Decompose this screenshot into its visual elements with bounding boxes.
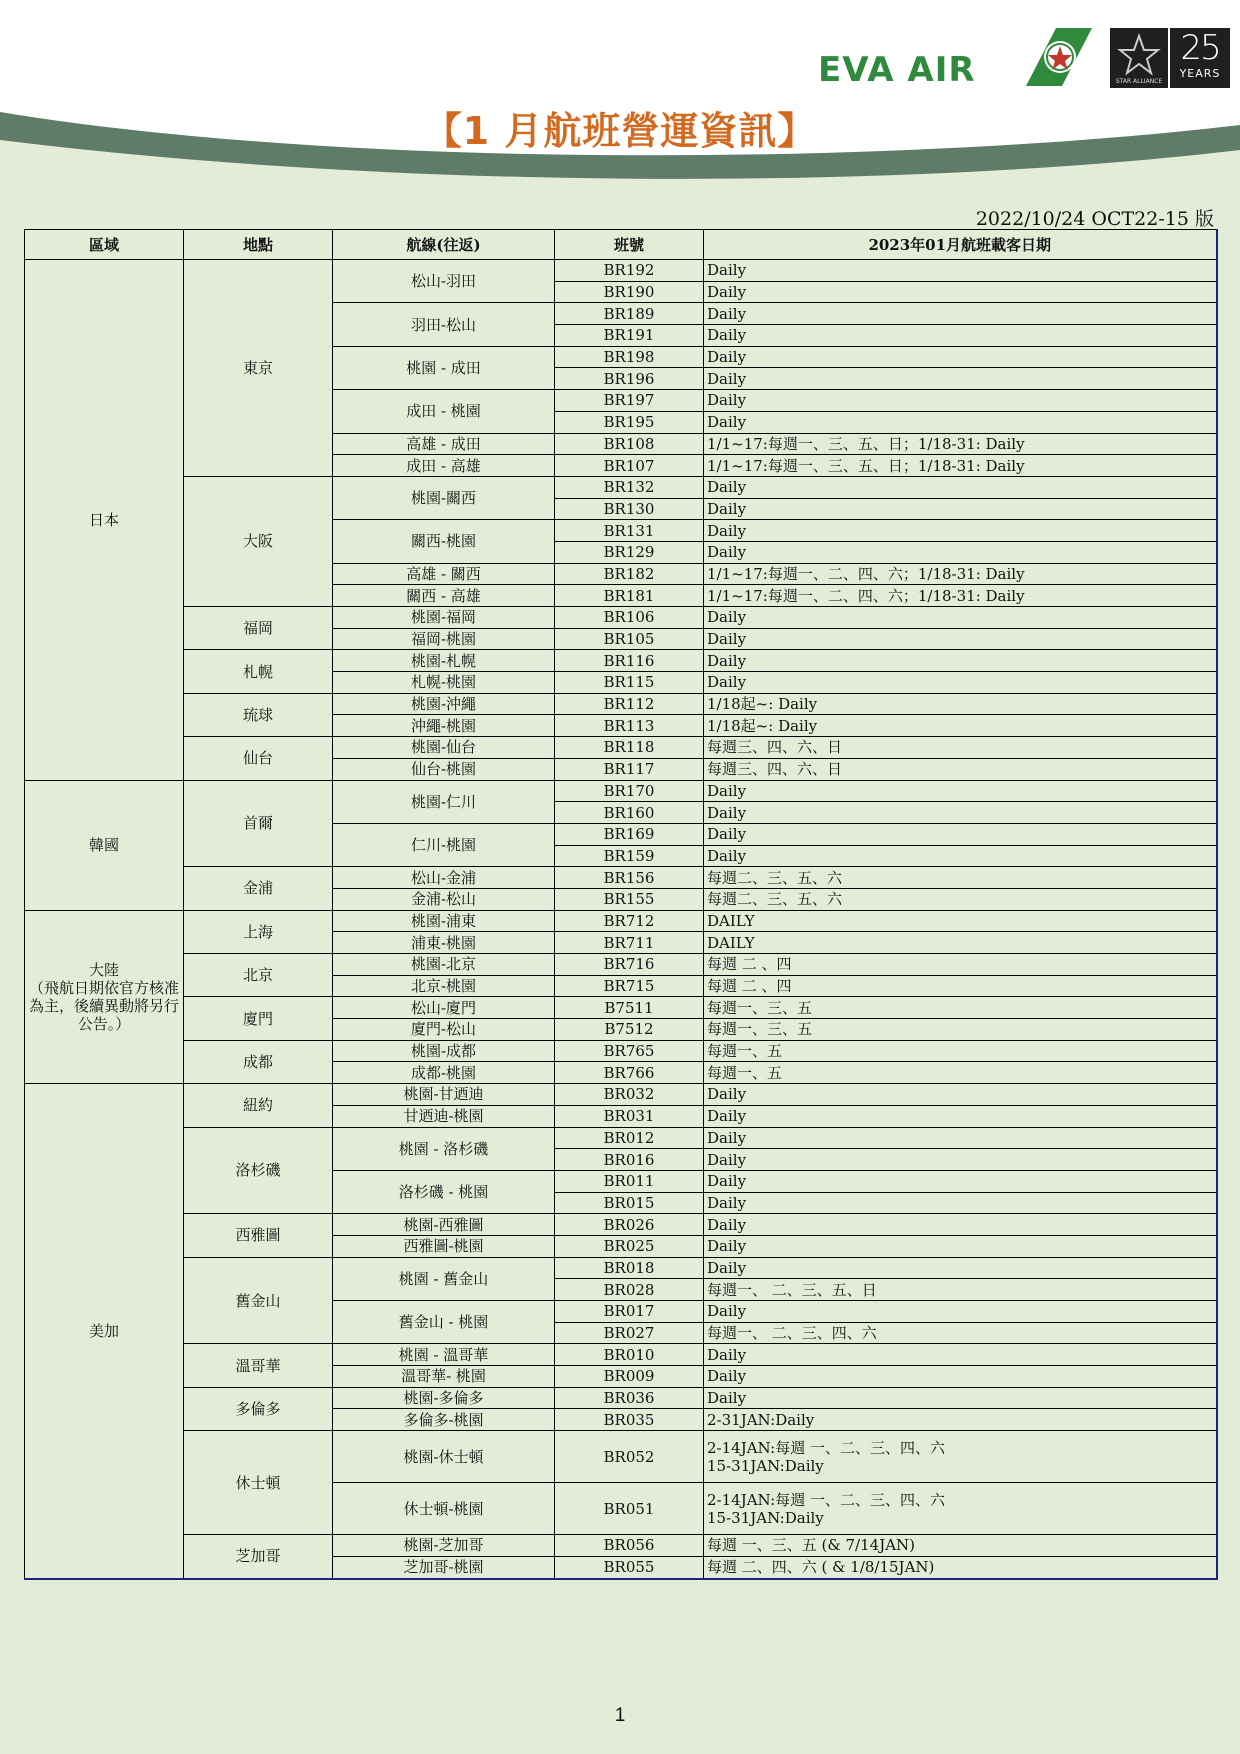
- flight-cell: B7512: [555, 1019, 704, 1041]
- flight-cell: BR170: [555, 780, 704, 802]
- dates-cell: 每週一、 二、三、五、日: [704, 1279, 1217, 1301]
- dates-cell: 每週二、三、五、六: [704, 867, 1217, 889]
- dates-cell: Daily: [704, 1192, 1217, 1214]
- dates-cell: 2-14JAN:每週 一、二、三、四、六 15-31JAN:Daily: [704, 1483, 1217, 1535]
- route-cell: 桃園-北京: [333, 954, 555, 976]
- flight-cell: BR132: [555, 476, 704, 498]
- table-row: [25, 260, 1217, 282]
- anniversary-label: YEARS: [1179, 67, 1221, 80]
- table-row: [25, 650, 1217, 672]
- dates-cell: Daily: [704, 281, 1217, 303]
- dates-cell: Daily: [704, 1149, 1217, 1171]
- route-cell: 羽田-松山: [333, 303, 555, 346]
- flight-cell: BR018: [555, 1257, 704, 1279]
- anniversary-number: 25: [1180, 28, 1220, 68]
- anniversary-badge: [1170, 28, 1230, 88]
- flight-cell: BR052: [555, 1431, 704, 1483]
- header-location: 地點: [184, 230, 333, 260]
- table-row: [25, 607, 1217, 629]
- flight-cell: BR716: [555, 954, 704, 976]
- flight-cell: BR197: [555, 390, 704, 412]
- route-cell: 成田 - 桃園: [333, 390, 555, 433]
- dates-cell: Daily: [704, 607, 1217, 629]
- route-cell: 桃園-浦東: [333, 910, 555, 932]
- dates-cell: Daily: [704, 520, 1217, 542]
- flight-cell: BR055: [555, 1556, 704, 1578]
- route-cell: 桃園 - 舊金山: [333, 1257, 555, 1300]
- table-row: [25, 1344, 1217, 1366]
- route-cell: 桃園-多倫多: [333, 1387, 555, 1409]
- location-cell: 金浦: [184, 867, 333, 910]
- table-row: [25, 954, 1217, 976]
- table-row: [25, 1387, 1217, 1409]
- location-cell: 首爾: [184, 780, 333, 867]
- page-title: 【1 月航班營運資訊】: [423, 109, 817, 153]
- dates-cell: Daily: [704, 802, 1217, 824]
- header-dates: 2023年01月航班載客日期: [704, 230, 1217, 260]
- flight-cell: BR766: [555, 1062, 704, 1084]
- flight-cell: BR191: [555, 325, 704, 347]
- dates-cell: 1/1~17:每週一、三、五、日；1/18-31: Daily: [704, 455, 1217, 477]
- location-cell: 北京: [184, 954, 333, 997]
- location-cell: 溫哥華: [184, 1344, 333, 1387]
- flight-cell: BR190: [555, 281, 704, 303]
- flight-cell: BR105: [555, 628, 704, 650]
- flight-cell: BR031: [555, 1105, 704, 1127]
- flight-cell: BR107: [555, 455, 704, 477]
- dates-cell: 1/1~17:每週一、二、四、六；1/18-31: Daily: [704, 563, 1217, 585]
- route-cell: 桃園 - 洛杉磯: [333, 1127, 555, 1170]
- flight-cell: BR015: [555, 1192, 704, 1214]
- dates-cell: Daily: [704, 1235, 1217, 1257]
- dates-cell: Daily: [704, 1105, 1217, 1127]
- table-row: [25, 997, 1217, 1019]
- location-cell: 大阪: [184, 476, 333, 606]
- route-cell: 浦東-桃園: [333, 932, 555, 954]
- route-cell: 舊金山 - 桃園: [333, 1301, 555, 1344]
- route-cell: 松山-廈門: [333, 997, 555, 1019]
- flight-cell: BR196: [555, 368, 704, 390]
- route-cell: 札幌-桃園: [333, 672, 555, 694]
- page-number: 1: [614, 1705, 626, 1726]
- dates-cell: Daily: [704, 390, 1217, 412]
- route-cell: 桃園-仁川: [333, 780, 555, 823]
- route-cell: 關西-桃園: [333, 520, 555, 563]
- flight-cell: BR130: [555, 498, 704, 520]
- flight-cell: BR116: [555, 650, 704, 672]
- route-cell: 高雄 - 關西: [333, 563, 555, 585]
- location-cell: 洛杉磯: [184, 1127, 333, 1214]
- route-cell: 桃園-西雅圖: [333, 1214, 555, 1236]
- flight-cell: BR189: [555, 303, 704, 325]
- flight-cell: BR712: [555, 910, 704, 932]
- route-cell: 桃園-芝加哥: [333, 1535, 555, 1557]
- flight-cell: BR108: [555, 433, 704, 455]
- route-cell: 甘迺迪-桃園: [333, 1105, 555, 1127]
- dates-cell: Daily: [704, 650, 1217, 672]
- flight-cell: BR032: [555, 1084, 704, 1106]
- dates-cell: Daily: [704, 1127, 1217, 1149]
- route-cell: 桃園-札幌: [333, 650, 555, 672]
- dates-cell: 2-31JAN:Daily: [704, 1409, 1217, 1431]
- location-cell: 廈門: [184, 997, 333, 1040]
- flight-cell: BR051: [555, 1483, 704, 1535]
- flight-cell: BR129: [555, 541, 704, 563]
- route-cell: 休士頓-桃園: [333, 1483, 555, 1535]
- location-cell: 札幌: [184, 650, 333, 693]
- route-cell: 桃園 - 成田: [333, 346, 555, 389]
- eva-logo-text: EVA AIR: [818, 50, 976, 90]
- flight-cell: BR112: [555, 693, 704, 715]
- dates-cell: Daily: [704, 325, 1217, 347]
- region-cell: 美加: [25, 1084, 184, 1579]
- flight-cell: BR182: [555, 563, 704, 585]
- dates-cell: 每週三、四、六、日: [704, 737, 1217, 759]
- route-cell: 成都-桃園: [333, 1062, 555, 1084]
- table-row: [25, 737, 1217, 759]
- dates-cell: Daily: [704, 1344, 1217, 1366]
- table-row: [25, 910, 1217, 932]
- dates-cell: Daily: [704, 1214, 1217, 1236]
- location-cell: 琉球: [184, 693, 333, 736]
- flight-cell: B7511: [555, 997, 704, 1019]
- dates-cell: Daily: [704, 1170, 1217, 1192]
- region-cell: 日本: [25, 260, 184, 781]
- table-row: [25, 867, 1217, 889]
- dates-cell: 每週 一、三、五 (& 7/14JAN): [704, 1535, 1217, 1557]
- location-cell: 上海: [184, 910, 333, 953]
- route-cell: 松山-金浦: [333, 867, 555, 889]
- region-cell: 大陸 （飛航日期依官方核准為主，後續異動將另行公告。）: [25, 910, 184, 1084]
- dates-cell: 每週 二、四、六 ( & 1/8/15JAN): [704, 1556, 1217, 1578]
- dates-cell: 1/1~17:每週一、三、五、日；1/18-31: Daily: [704, 433, 1217, 455]
- table-row: [25, 476, 1217, 498]
- alliance-label: STAR ALLIANCE: [1115, 78, 1163, 85]
- route-cell: 松山-羽田: [333, 260, 555, 303]
- dates-cell: Daily: [704, 780, 1217, 802]
- location-cell: 西雅圖: [184, 1214, 333, 1257]
- flight-cell: BR765: [555, 1040, 704, 1062]
- flight-cell: BR711: [555, 932, 704, 954]
- dates-cell: 每週一、 二、三、四、六: [704, 1322, 1217, 1344]
- dates-cell: DAILY: [704, 932, 1217, 954]
- table-header-row: [25, 230, 1217, 260]
- route-cell: 桃園-仙台: [333, 737, 555, 759]
- dates-cell: Daily: [704, 1084, 1217, 1106]
- table-row: [25, 780, 1217, 802]
- route-cell: 沖繩-桃園: [333, 715, 555, 737]
- flight-cell: BR181: [555, 585, 704, 607]
- header-region: 區域: [25, 230, 184, 260]
- dates-cell: 每週一、五: [704, 1040, 1217, 1062]
- dates-cell: 每週一、五: [704, 1062, 1217, 1084]
- flight-cell: BR017: [555, 1301, 704, 1323]
- route-cell: 桃園-休士頓: [333, 1431, 555, 1483]
- dates-cell: 每週一、三、五: [704, 997, 1217, 1019]
- flight-cell: BR156: [555, 867, 704, 889]
- dates-cell: Daily: [704, 260, 1217, 282]
- route-cell: 桃園-甘迺迪: [333, 1084, 555, 1106]
- flight-cell: BR106: [555, 607, 704, 629]
- flight-cell: BR011: [555, 1170, 704, 1192]
- route-cell: 仙台-桃園: [333, 758, 555, 780]
- route-cell: 桃園-成都: [333, 1040, 555, 1062]
- route-cell: 北京-桃園: [333, 975, 555, 997]
- table-row: [25, 1127, 1217, 1149]
- route-cell: 洛杉磯 - 桃園: [333, 1170, 555, 1213]
- location-cell: 東京: [184, 260, 333, 477]
- flight-cell: BR016: [555, 1149, 704, 1171]
- dates-cell: Daily: [704, 541, 1217, 563]
- table-row: [25, 1535, 1217, 1557]
- dates-cell: 1/18起~: Daily: [704, 693, 1217, 715]
- flight-cell: BR028: [555, 1279, 704, 1301]
- dates-cell: 1/18起~: Daily: [704, 715, 1217, 737]
- dates-cell: DAILY: [704, 910, 1217, 932]
- flight-cell: BR025: [555, 1235, 704, 1257]
- route-cell: 芝加哥-桃園: [333, 1556, 555, 1578]
- table-row: [25, 1084, 1217, 1106]
- route-cell: 福岡-桃園: [333, 628, 555, 650]
- dates-cell: Daily: [704, 1257, 1217, 1279]
- route-cell: 桃園-關西: [333, 476, 555, 519]
- dates-cell: 每週一、三、五: [704, 1019, 1217, 1041]
- flight-cell: BR113: [555, 715, 704, 737]
- dates-cell: Daily: [704, 628, 1217, 650]
- dates-cell: 每週三、四、六、日: [704, 758, 1217, 780]
- location-cell: 成都: [184, 1040, 333, 1083]
- dates-cell: 每週二、三、五、六: [704, 888, 1217, 910]
- flight-schedule-table: [24, 229, 1218, 1580]
- dates-cell: 每週 二 、四: [704, 975, 1217, 997]
- dates-cell: Daily: [704, 845, 1217, 867]
- dates-cell: Daily: [704, 1366, 1217, 1388]
- header-flight: 班號: [555, 230, 704, 260]
- route-cell: 多倫多-桃園: [333, 1409, 555, 1431]
- dates-cell: Daily: [704, 1387, 1217, 1409]
- flight-cell: BR009: [555, 1366, 704, 1388]
- route-cell: 廈門-松山: [333, 1019, 555, 1041]
- flight-cell: BR118: [555, 737, 704, 759]
- dates-cell: Daily: [704, 303, 1217, 325]
- dates-cell: Daily: [704, 672, 1217, 694]
- dates-cell: Daily: [704, 1301, 1217, 1323]
- dates-cell: Daily: [704, 411, 1217, 433]
- dates-cell: Daily: [704, 476, 1217, 498]
- route-cell: 仁川-桃園: [333, 823, 555, 866]
- route-cell: 桃園-福岡: [333, 607, 555, 629]
- flight-cell: BR010: [555, 1344, 704, 1366]
- flight-cell: BR195: [555, 411, 704, 433]
- flight-cell: BR159: [555, 845, 704, 867]
- flight-cell: BR160: [555, 802, 704, 824]
- flight-cell: BR169: [555, 823, 704, 845]
- location-cell: 休士頓: [184, 1431, 333, 1535]
- flight-cell: BR155: [555, 888, 704, 910]
- dates-cell: Daily: [704, 823, 1217, 845]
- flight-cell: BR056: [555, 1535, 704, 1557]
- route-cell: 桃園-沖繩: [333, 693, 555, 715]
- table-row: [25, 1431, 1217, 1483]
- route-cell: 金浦-松山: [333, 888, 555, 910]
- flight-cell: BR715: [555, 975, 704, 997]
- eva-emblem-icon: [1016, 28, 1092, 86]
- dates-cell: 2-14JAN:每週 一、二、三、四、六 15-31JAN:Daily: [704, 1431, 1217, 1483]
- dates-cell: Daily: [704, 346, 1217, 368]
- flight-cell: BR036: [555, 1387, 704, 1409]
- flight-cell: BR027: [555, 1322, 704, 1344]
- dates-cell: Daily: [704, 368, 1217, 390]
- route-cell: 溫哥華- 桃園: [333, 1366, 555, 1388]
- flight-cell: BR115: [555, 672, 704, 694]
- dates-cell: 1/1~17:每週一、二、四、六；1/18-31: Daily: [704, 585, 1217, 607]
- route-cell: 西雅圖-桃園: [333, 1235, 555, 1257]
- dates-cell: Daily: [704, 498, 1217, 520]
- flight-cell: BR117: [555, 758, 704, 780]
- table-row: [25, 1214, 1217, 1236]
- route-cell: 桃園 - 溫哥華: [333, 1344, 555, 1366]
- flight-cell: BR035: [555, 1409, 704, 1431]
- route-cell: 高雄 - 成田: [333, 433, 555, 455]
- dates-cell: 每週 二 、四: [704, 954, 1217, 976]
- header-route: 航線(往返): [333, 230, 555, 260]
- flight-cell: BR131: [555, 520, 704, 542]
- version-label: 2022/10/24 OCT22-15 版: [975, 208, 1214, 230]
- route-cell: 關西 - 高雄: [333, 585, 555, 607]
- location-cell: 紐約: [184, 1084, 333, 1127]
- flight-cell: BR026: [555, 1214, 704, 1236]
- flight-cell: BR012: [555, 1127, 704, 1149]
- location-cell: 仙台: [184, 737, 333, 780]
- table-row: [25, 693, 1217, 715]
- star-alliance-icon: [1110, 28, 1168, 78]
- table-row: [25, 1040, 1217, 1062]
- flight-cell: BR192: [555, 260, 704, 282]
- table-row: [25, 1257, 1217, 1279]
- star-alliance-logo: [1110, 28, 1168, 88]
- flight-cell: BR198: [555, 346, 704, 368]
- location-cell: 舊金山: [184, 1257, 333, 1344]
- location-cell: 福岡: [184, 607, 333, 650]
- route-cell: 成田 - 高雄: [333, 455, 555, 477]
- location-cell: 多倫多: [184, 1387, 333, 1430]
- location-cell: 芝加哥: [184, 1535, 333, 1579]
- region-cell: 韓國: [25, 780, 184, 910]
